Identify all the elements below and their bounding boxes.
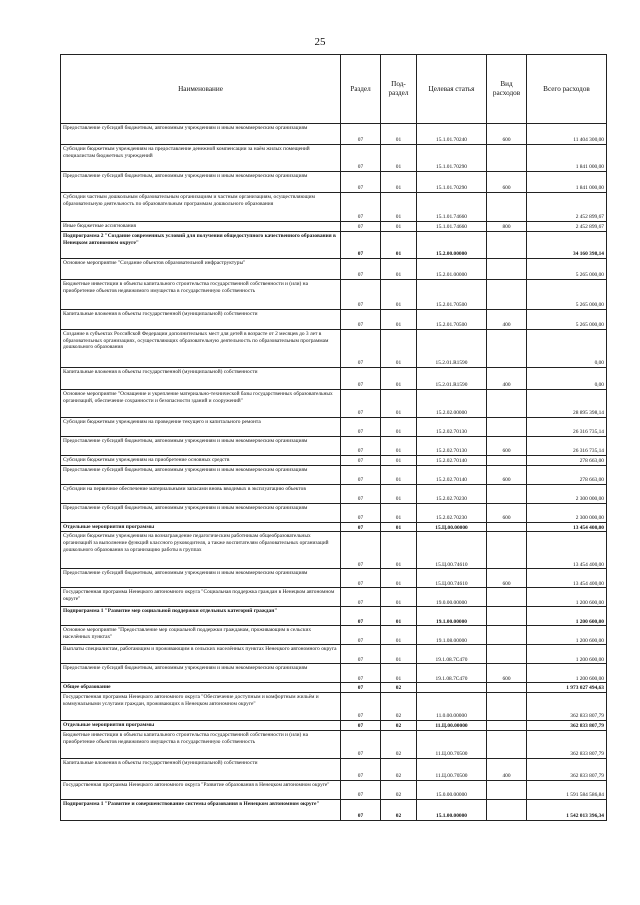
row-name-cell: Предоставление субсидий бюджетным, автономным учреждениям и иным некоммерческим организациям [61,465,341,484]
row-podrazdel-cell: 02 [381,693,417,721]
table-row [61,645,607,664]
row-tsel-cell: 15.1.01.70240 [417,124,487,145]
row-razdel-cell: 07 [341,693,381,721]
row-razdel-cell: 07 [341,145,381,172]
row-total-cell: 1 841 000,00 [527,172,607,193]
table-row [61,124,607,145]
row-vid-cell [487,231,527,258]
row-vid-cell [487,799,527,820]
row-razdel-cell: 07 [341,780,381,799]
row-total-cell: 0,00 [527,367,607,389]
table-row [61,683,607,693]
header-vid: Вид расходов [487,55,527,124]
row-name-cell: Основное мероприятие "Оснащение и укрепление материально-технической базы государственных образовательных организаций, обеспечение сохранности и безопасности зданий и сооружений" [61,389,341,417]
row-name-cell: Субсидии бюджетным учреждениям на проведение текущего и капитального ремонта [61,417,341,436]
row-total-cell: 2 452 899,67 [527,193,607,222]
row-total-cell: 13 454 400,00 [527,532,607,569]
row-podrazdel-cell: 01 [381,231,417,258]
row-tsel-cell: 19.1.08.7C470 [417,645,487,664]
row-name-cell: Государственная программа Ненецкого автономного округа "Обеспечение доступным и комфортным жильём и коммунальными услугами граждан, проживающих в Ненецком автономном округе" [61,693,341,721]
row-razdel-cell: 07 [341,417,381,436]
row-name-cell: Выплаты специалистам, работающим и проживающим в сельских населённых пунктах Ненецкого автономного округа [61,645,341,664]
row-total-cell: 362 833 807,79 [527,721,607,731]
row-tsel-cell: 15.1.01.74660 [417,193,487,222]
row-vid-cell: 400 [487,367,527,389]
row-name-cell: Бюджетные инвестиции в объекты капитального строительства государственной собственности и (или) на приобретение объектов недвижимого имущества в государственную собственность [61,279,341,309]
row-name-cell: Капитальные вложения в объекты государственной (муниципальной) собственности [61,309,341,329]
row-vid-cell [487,279,527,309]
row-vid-cell [487,626,527,645]
row-name-cell: Бюджетные инвестиции в объекты капитального строительства государственной собственности и (или) на приобретение объектов недвижимого имущества в государственную собственность [61,730,341,758]
row-vid-cell [487,145,527,172]
row-tsel-cell: 15.2.02.70230 [417,503,487,522]
row-tsel-cell: 15.1.01.74660 [417,222,487,232]
row-total-cell: 13 454 400,00 [527,569,607,588]
table-header [61,55,607,124]
row-name-cell: Субсидии бюджетным учреждениям на вознаграждение педагогическим работникам общеобразовательных организаций за выполнение функций классного руководителя, а также воспитателям образовательных организаций дошкольного образования за организацию работы в группах [61,532,341,569]
row-podrazdel-cell: 01 [381,124,417,145]
row-podrazdel-cell: 01 [381,522,417,532]
row-vid-cell: 600 [487,436,527,455]
row-razdel-cell: 07 [341,626,381,645]
table-row [61,389,607,417]
row-tsel-cell: 11.Ц.00.00000 [417,721,487,731]
row-vid-cell: 600 [487,124,527,145]
row-tsel-cell: 15.2.02.00000 [417,389,487,417]
row-tsel-cell: 15.2.01.R1590 [417,329,487,367]
row-tsel-cell: 15.2.01.00000 [417,258,487,279]
table-row [61,721,607,731]
row-tsel-cell: 15.2.01.R1590 [417,367,487,389]
row-tsel-cell: 15.2.02.70140 [417,455,487,465]
row-total-cell: 278 663,00 [527,455,607,465]
row-total-cell: 1 200 600,00 [527,588,607,607]
row-name-cell: Отдельные мероприятия программы [61,721,341,731]
row-podrazdel-cell: 01 [381,607,417,626]
row-tsel-cell: 19.1.08.00000 [417,626,487,645]
row-vid-cell [487,484,527,503]
table-row [61,607,607,626]
row-podrazdel-cell: 01 [381,588,417,607]
row-podrazdel-cell: 01 [381,279,417,309]
row-podrazdel-cell: 02 [381,721,417,731]
row-vid-cell: 600 [487,569,527,588]
row-tsel-cell: 19.1.00.00000 [417,607,487,626]
row-podrazdel-cell: 01 [381,664,417,683]
row-podrazdel-cell: 01 [381,503,417,522]
row-name-cell: Государственная программа Ненецкого автономного округа "Социальная поддержка граждан в Ненецком автономном округе" [61,588,341,607]
header-name: Наименование [61,55,341,124]
row-tsel-cell: 15.Ц.00.74610 [417,532,487,569]
row-tsel-cell: 15.Ц.00.00000 [417,522,487,532]
row-razdel-cell: 07 [341,329,381,367]
row-name-cell: Субсидии частным дошкольным образовательным организациям и частным организациям, осуществляющим образовательную деятельность по образовательным программам дошкольного образования [61,193,341,222]
row-razdel-cell: 07 [341,309,381,329]
row-razdel-cell: 07 [341,231,381,258]
row-razdel-cell: 07 [341,193,381,222]
row-razdel-cell: 07 [341,172,381,193]
table-row [61,664,607,683]
row-razdel-cell: 07 [341,569,381,588]
row-tsel-cell: 15.1.00.00000 [417,799,487,820]
row-tsel-cell: 15.2.02.70130 [417,417,487,436]
table-row [61,231,607,258]
row-vid-cell: 400 [487,758,527,780]
row-vid-cell: 400 [487,309,527,329]
row-razdel-cell: 07 [341,730,381,758]
row-total-cell: 11 404 300,00 [527,124,607,145]
row-name-cell: Общее образование [61,683,341,693]
row-podrazdel-cell: 01 [381,389,417,417]
row-razdel-cell: 07 [341,124,381,145]
row-name-cell: Предоставление субсидий бюджетным, автономным учреждениям и иным некоммерческим организациям [61,664,341,683]
row-tsel-cell: 15.0.00.00000 [417,780,487,799]
table-row [61,532,607,569]
header-razdel: Раздел [341,55,381,124]
row-total-cell: 5 265 000,00 [527,279,607,309]
row-razdel-cell: 07 [341,532,381,569]
row-vid-cell [487,645,527,664]
table-row [61,569,607,588]
row-podrazdel-cell: 01 [381,309,417,329]
row-razdel-cell: 07 [341,664,381,683]
row-name-cell: Создание в субъектах Российской Федерации дополнительных мест для детей в возрасте от 2 месяцев до 3 лет в образовательных организациях, осуществляющих образовательную деятельность по образовательным программам дошкольного образования [61,329,341,367]
table-row [61,693,607,721]
row-tsel-cell: 15.2.02.70130 [417,436,487,455]
row-razdel-cell: 07 [341,522,381,532]
row-total-cell: 1 973 027 494,63 [527,683,607,693]
table-row [61,367,607,389]
table-row [61,465,607,484]
row-name-cell: Подпрограмма 1 "Развитие и совершенствование системы образования в Ненецком автономном округе" [61,799,341,820]
page-number: 25 [314,36,326,48]
row-razdel-cell: 07 [341,588,381,607]
row-name-cell: Иные бюджетные ассигнования [61,222,341,232]
row-tsel-cell: 15.2.01.70500 [417,309,487,329]
table-row [61,417,607,436]
row-podrazdel-cell: 02 [381,780,417,799]
row-total-cell: 1 200 600,00 [527,664,607,683]
row-razdel-cell: 07 [341,721,381,731]
header-total: Всего расходов [527,55,607,124]
row-vid-cell: 600 [487,172,527,193]
row-total-cell: 362 833 807,79 [527,730,607,758]
row-tsel-cell: 15.2.02.70140 [417,465,487,484]
row-name-cell: Предоставление субсидий бюджетным, автономным учреждениям и иным некоммерческим организациям [61,124,341,145]
row-podrazdel-cell: 01 [381,436,417,455]
row-vid-cell [487,721,527,731]
table-row [61,730,607,758]
row-vid-cell [487,455,527,465]
row-podrazdel-cell: 02 [381,683,417,693]
row-name-cell: Субсидии бюджетным учреждениям на приобретение основных средств [61,455,341,465]
row-total-cell: 5 265 000,00 [527,309,607,329]
row-podrazdel-cell: 01 [381,258,417,279]
row-total-cell: 34 160 398,14 [527,231,607,258]
row-vid-cell [487,730,527,758]
row-tsel-cell: 15.1.01.70290 [417,172,487,193]
row-tsel-cell: 11.Ц.00.70500 [417,730,487,758]
row-podrazdel-cell: 01 [381,626,417,645]
row-podrazdel-cell: 01 [381,222,417,232]
row-total-cell: 2 452 899,67 [527,222,607,232]
row-total-cell: 278 663,00 [527,465,607,484]
table-row [61,758,607,780]
row-podrazdel-cell: 01 [381,417,417,436]
row-podrazdel-cell: 01 [381,532,417,569]
row-vid-cell [487,532,527,569]
row-razdel-cell: 07 [341,367,381,389]
row-razdel-cell: 07 [341,455,381,465]
table-row [61,588,607,607]
table-row [61,172,607,193]
row-name-cell: Предоставление субсидий бюджетным, автономным учреждениям и иным некоммерческим организациям [61,172,341,193]
row-vid-cell [487,693,527,721]
row-vid-cell [487,417,527,436]
row-tsel-cell: 19.0.00.00000 [417,588,487,607]
row-name-cell: Капитальные вложения в объекты государственной (муниципальной) собственности [61,758,341,780]
row-name-cell: Капитальные вложения в объекты государственной (муниципальной) собственности [61,367,341,389]
row-total-cell: 362 833 807,79 [527,693,607,721]
table-row [61,279,607,309]
row-razdel-cell: 07 [341,758,381,780]
row-vid-cell [487,193,527,222]
row-podrazdel-cell: 01 [381,329,417,367]
row-razdel-cell: 07 [341,645,381,664]
row-tsel-cell [417,683,487,693]
row-vid-cell: 600 [487,503,527,522]
table-row [61,484,607,503]
row-total-cell: 5 265 000,00 [527,258,607,279]
row-razdel-cell: 07 [341,503,381,522]
row-vid-cell: 600 [487,664,527,683]
row-tsel-cell: 15.Ц.00.74610 [417,569,487,588]
row-name-cell: Отдельные мероприятия программы [61,522,341,532]
table-row [61,780,607,799]
table-row [61,145,607,172]
row-name-cell: Предоставление субсидий бюджетным, автономным учреждениям и иным некоммерческим организациям [61,436,341,455]
row-podrazdel-cell: 01 [381,484,417,503]
row-total-cell: 26 316 735,14 [527,436,607,455]
row-total-cell: 2 300 000,00 [527,484,607,503]
row-name-cell: Подпрограмма 1 "Развитие мер социальной поддержки отдельных категорий граждан" [61,607,341,626]
row-vid-cell: 600 [487,465,527,484]
row-total-cell: 362 833 807,79 [527,758,607,780]
row-podrazdel-cell: 01 [381,465,417,484]
budget-table-container [60,54,606,821]
row-razdel-cell: 07 [341,389,381,417]
row-name-cell: Субсидии бюджетным учреждениям на предоставление денежной компенсации за наём жилых помещений специалистам бюджетных учреждений [61,145,341,172]
row-total-cell: 13 454 400,00 [527,522,607,532]
row-razdel-cell: 07 [341,799,381,820]
row-total-cell: 26 316 735,14 [527,417,607,436]
row-vid-cell [487,588,527,607]
row-total-cell: 1 542 013 396,34 [527,799,607,820]
row-name-cell: Подпрограмма 2 "Создание современных условий для получения общедоступного качественного образования в Ненецком автономном округе" [61,231,341,258]
table-row [61,522,607,532]
row-razdel-cell: 07 [341,683,381,693]
row-vid-cell [487,607,527,626]
row-podrazdel-cell: 01 [381,645,417,664]
row-podrazdel-cell: 01 [381,172,417,193]
row-razdel-cell: 07 [341,465,381,484]
row-razdel-cell: 07 [341,258,381,279]
row-podrazdel-cell: 02 [381,758,417,780]
row-name-cell: Государственная программа Ненецкого автономного округа "Развитие образования в Ненецком автономном округе" [61,780,341,799]
row-total-cell: 1 200 600,00 [527,626,607,645]
table-row [61,455,607,465]
row-vid-cell [487,683,527,693]
row-razdel-cell: 07 [341,607,381,626]
row-vid-cell [487,389,527,417]
row-tsel-cell: 15.2.01.70500 [417,279,487,309]
table-row [61,503,607,522]
row-total-cell: 2 300 000,00 [527,503,607,522]
row-podrazdel-cell: 01 [381,145,417,172]
row-razdel-cell: 07 [341,484,381,503]
row-name-cell: Основное мероприятие "Создание объектов образовательной инфраструктуры" [61,258,341,279]
row-tsel-cell: 15.2.02.70230 [417,484,487,503]
table-row [61,329,607,367]
row-tsel-cell: 11.0.00.00000 [417,693,487,721]
row-total-cell: 0,00 [527,329,607,367]
row-total-cell: 1 200 600,00 [527,607,607,626]
row-vid-cell [487,329,527,367]
table-body [61,124,607,821]
table-row [61,436,607,455]
row-podrazdel-cell: 02 [381,799,417,820]
table-row [61,309,607,329]
row-vid-cell: 800 [487,222,527,232]
table-row [61,799,607,820]
row-podrazdel-cell: 01 [381,193,417,222]
row-name-cell: Предоставление субсидий бюджетным, автономным учреждениям и иным некоммерческим организациям [61,503,341,522]
row-razdel-cell: 07 [341,279,381,309]
row-podrazdel-cell: 02 [381,730,417,758]
header-tsel: Целевая статья [417,55,487,124]
row-tsel-cell: 15.1.01.70290 [417,145,487,172]
table-row [61,222,607,232]
row-name-cell: Основное мероприятие "Предоставление мер социальной поддержки гражданам, проживающим в сельских населённых пунктах" [61,626,341,645]
table-row [61,626,607,645]
row-razdel-cell: 07 [341,436,381,455]
table-row [61,258,607,279]
table-row [61,193,607,222]
row-total-cell: 1 200 600,00 [527,645,607,664]
header-podrazdel: Под- раздел [381,55,417,124]
row-vid-cell [487,522,527,532]
row-name-cell: Субсидии на первичное обеспечение материальными запасами вновь вводимых в эксплуатацию объектов [61,484,341,503]
row-vid-cell [487,258,527,279]
row-podrazdel-cell: 01 [381,569,417,588]
row-total-cell: 28 895 398,14 [527,389,607,417]
row-razdel-cell: 07 [341,222,381,232]
row-podrazdel-cell: 01 [381,455,417,465]
row-total-cell: 1 591 584 586,84 [527,780,607,799]
budget-table [60,54,607,821]
row-vid-cell [487,780,527,799]
row-tsel-cell: 15.2.00.00000 [417,231,487,258]
row-name-cell: Предоставление субсидий бюджетным, автономным учреждениям и иным некоммерческим организациям [61,569,341,588]
row-tsel-cell: 11.Ц.00.70500 [417,758,487,780]
row-total-cell: 1 841 000,00 [527,145,607,172]
row-podrazdel-cell: 01 [381,367,417,389]
row-tsel-cell: 19.1.08.7C470 [417,664,487,683]
